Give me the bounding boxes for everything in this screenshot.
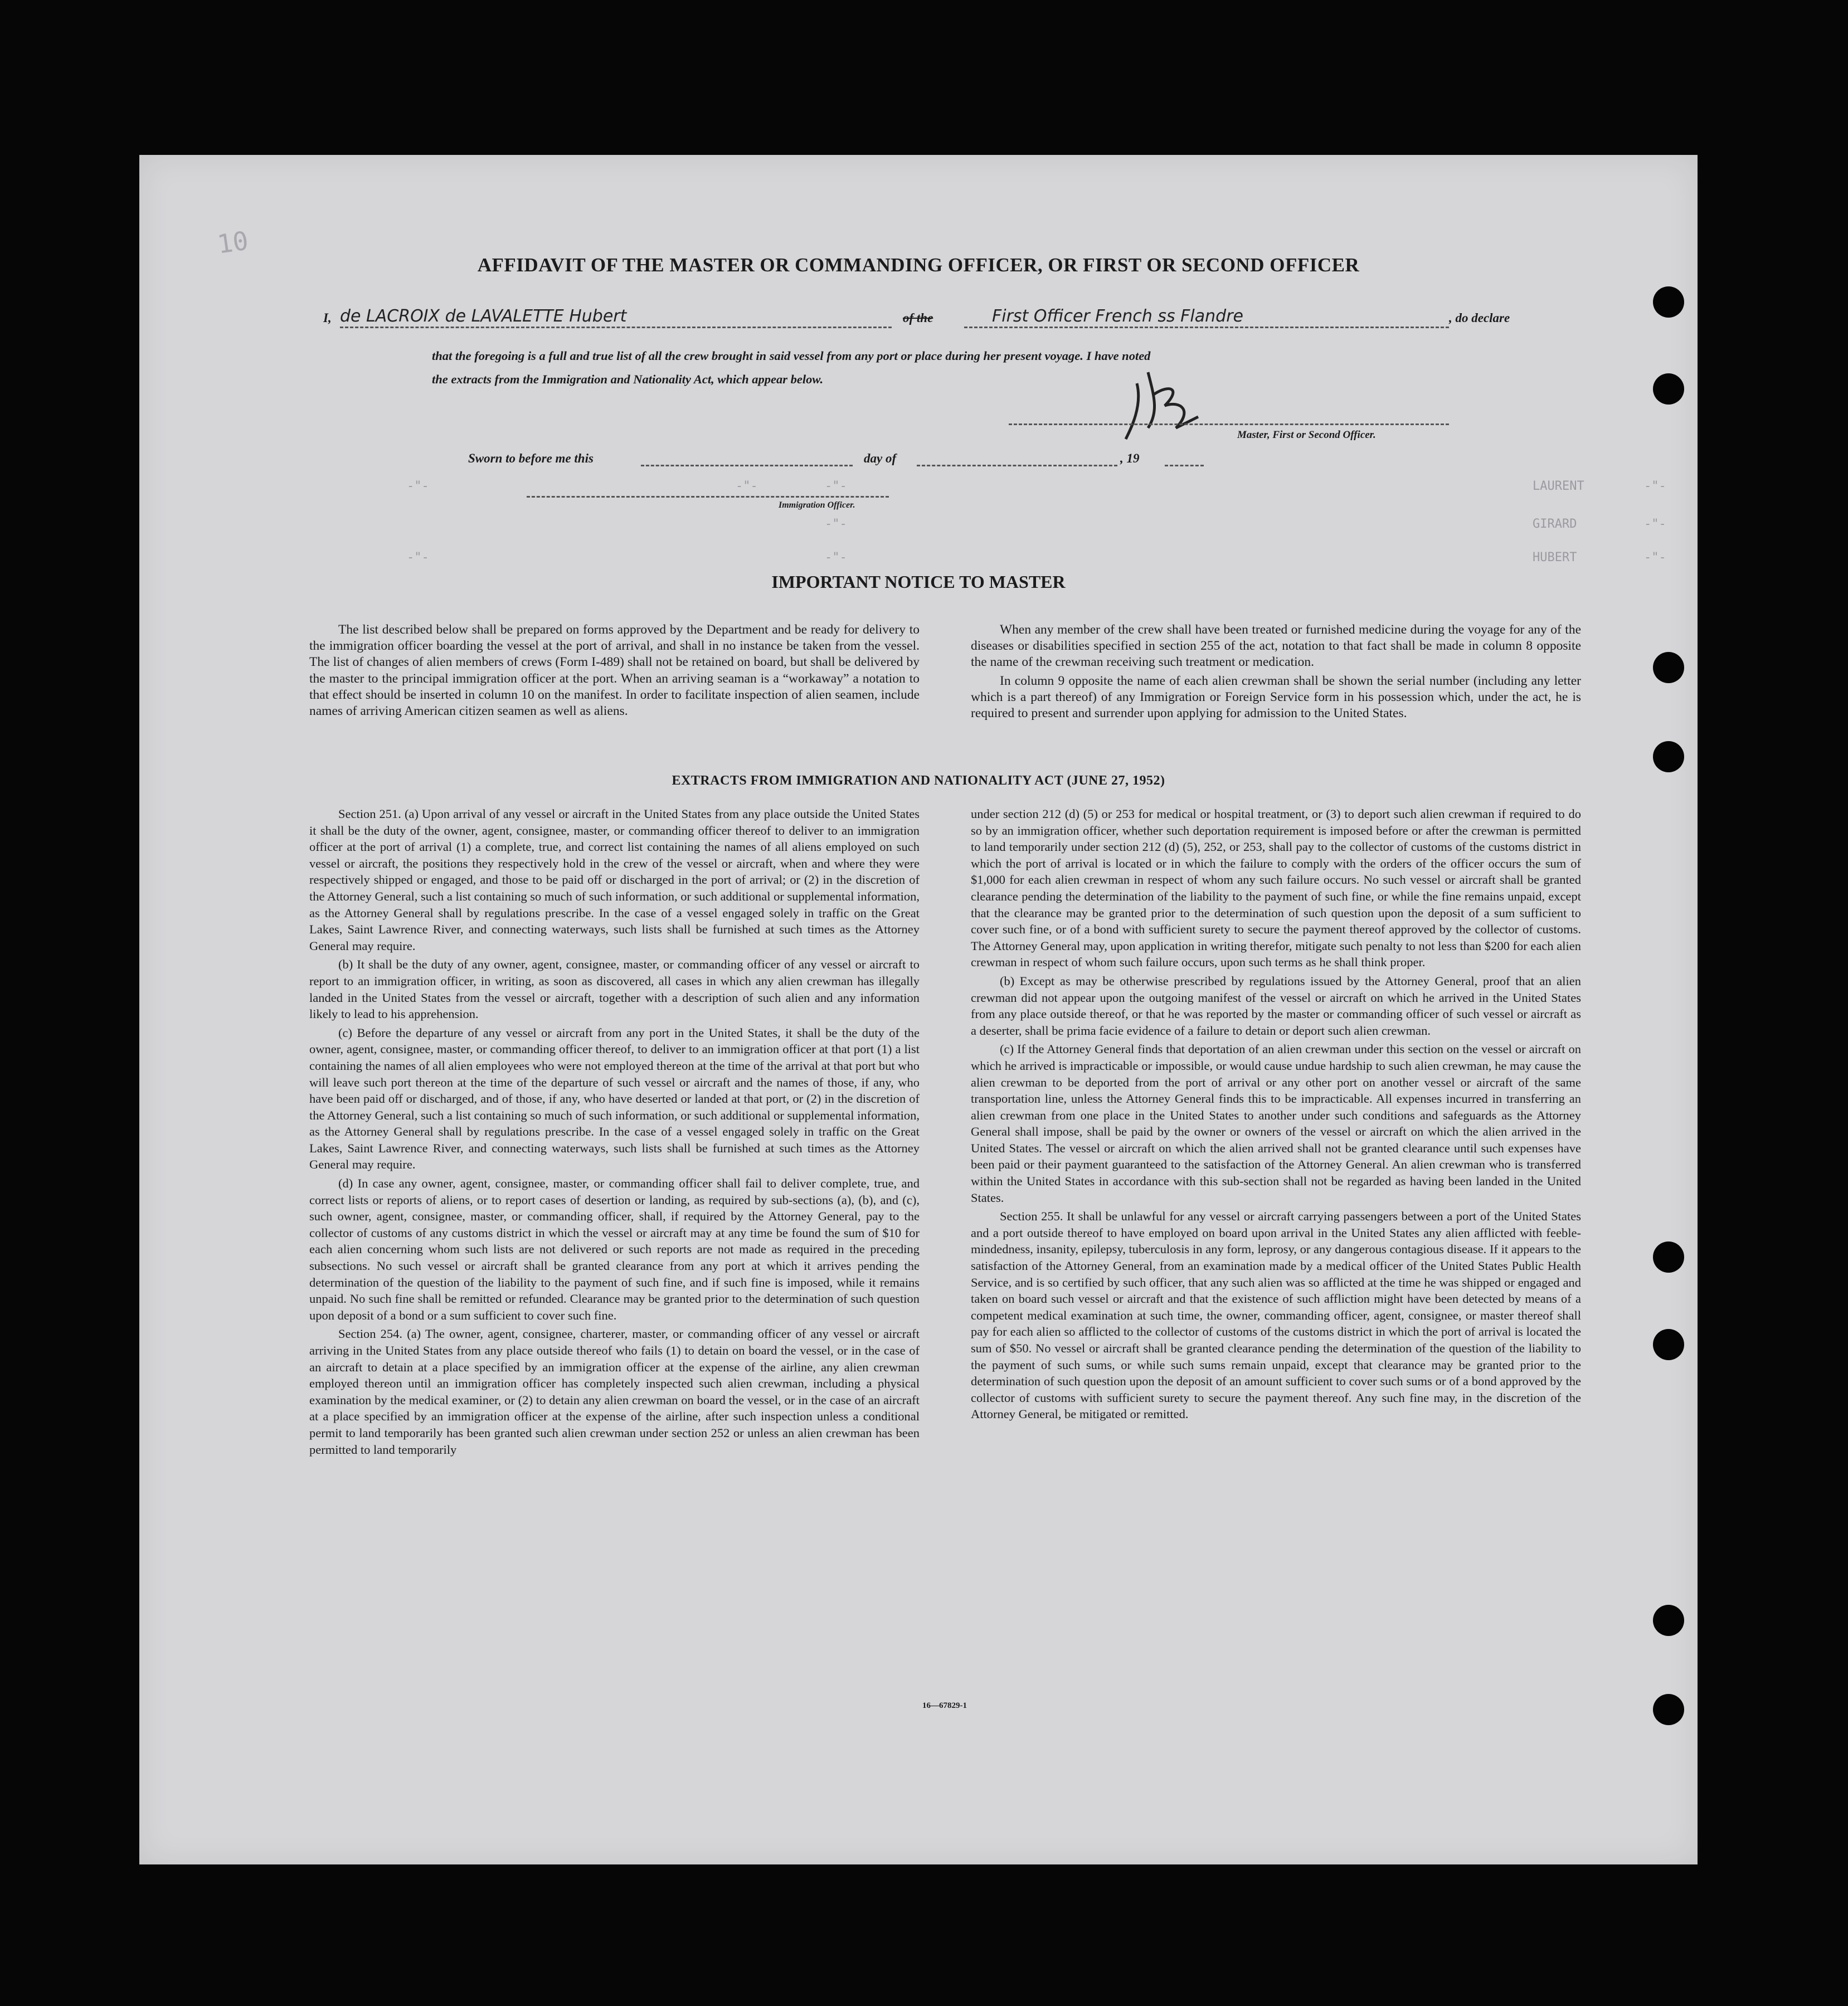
notice-left-paragraph: The list described below shall be prepared on forms approved by the Department and be ready for delivery to the immigration officer boarding the vessel at the port of arrival, and shall in no instance be taken from the vessel. The list of changes of alien members of crews (Form I-489) shall not be retained on board, but shall be delivered by the master to the principal immigration officer at the port. When an arriving seaman is a “workaway” a notation to that effect should be inserted in column 10 on the manifest. In order to facilitate inspection of alien seamen, include names of arriving American citizen seamen as well as aliens.	[309, 622, 920, 719]
corner-page-number: 10	[215, 225, 250, 260]
punch-hole	[1653, 1694, 1684, 1725]
punch-hole	[1653, 1241, 1684, 1273]
extracts-left-column	[309, 806, 920, 1460]
do-declare-text: , do declare	[1449, 311, 1510, 325]
section-251a: Section 251. (a) Upon arrival of any vessel or aircraft in the United States from any place outside the United States it shall be the duty of the owner, agent, consignee, master, or commanding officer thereof to deliver to an immigration officer at the port of arrival (1) a complete, true, and correct list containing the names of all aliens employed on such vessel or aircraft, the positions they respectively hold in the crew of the vessel or aircraft, when and where they were respectively shipped or engaged, and those to be paid off or discharged in the port of arrival; or (2) in the discretion of the Attorney General, such a list containing so much of such information, or such additional or supplemental information, as the Attorney General shall by regulations prescribe. In the case of a vessel engaged solely in traffic on the Great Lakes, Saint Lawrence River, and connecting waterways, such lists shall be furnished at such times as the Attorney General may require.	[309, 807, 920, 953]
notice-right-column	[971, 622, 1581, 724]
document-page	[139, 155, 1698, 1864]
bleed-through-marks: -"- -"- -"- -"- -"- -"- -"- -"- -"- LAURENT GIRARD HUBERT	[407, 479, 1666, 564]
declaration-line-3: the extracts from the Immigration and Nationality Act, which appear below.	[432, 372, 824, 386]
notice-right-paragraph-2: In column 9 opposite the name of each alien crewman shall be shown the serial number (including any letter which is a part thereof) of any Immigration or Foreign Service form in his possession which, under the act, he is required to present and surrender upon applying for admission to the United States.	[971, 673, 1581, 721]
immigration-officer-caption: Immigration Officer.	[779, 500, 855, 510]
declaration-line-2: that the foregoing is a full and true list of all the crew brought in said vessel from any port or place during her present voyage. I have noted	[432, 349, 1151, 363]
punch-hole	[1653, 652, 1684, 683]
section-251c: (c) Before the departure of any vessel or aircraft from any port in the United States, it shall be the duty of the owner, agent, consignee, master, or commanding officer thereof, to deliver to an immigration officer at that port (1) a list containing the names of all alien employees who were not employed thereon at the time of the arrival at that port but who will leave such port thereon at the time of the departure of such vessel or aircraft and the names of those, if any, who have been paid off or discharged, and of those, if any, who have deserted or landed at that port, or (2) in the discretion of the Attorney General, such a list containing so much of such information, or such additional or supplemental information, as the Attorney General shall by regulations prescribe. In the case of a vessel engaged solely in traffic on the Great Lakes, Saint Lawrence River, and connecting waterways, such lists shall be furnished at such times as the Attorney General may require.	[309, 1025, 920, 1172]
declaration-of-the: of the	[903, 311, 933, 325]
declaration-prefix: I,	[323, 311, 332, 325]
section-251d: (d) In case any owner, agent, consignee, master, or commanding officer shall fail to deliver complete, true, and correct lists or reports of aliens, or to report cases of desertion or landing, as required by sub-sections (a), (b), and (c), such owner, agent, consignee, master, or commanding officer, shall, if required by the Attorney General, pay to the collector of customs of any customs district in which the vessel or aircraft may at any time be found the sum of $10 for each alien concerning whom such lists are not delivered or such reports are not made as required in the preceding subsections. No such vessel or aircraft shall be granted clearance from any port at which it arrives pending the determination of the question of the liability to the payment of such fine, and if such fine is imposed, while it remains unpaid. No such fine shall be remitted or refunded. Clearance may be granted prior to the determination of such question upon deposit of a bond or a sum sufficient to cover such fine.	[309, 1176, 920, 1322]
punch-hole	[1653, 741, 1684, 772]
punch-hole	[1653, 373, 1684, 405]
punch-hole	[1653, 286, 1684, 318]
section-254c: (c) If the Attorney General finds that deportation of an alien crewman under this section on the vessel or aircraft on which he arrived is impracticable or impossible, or would cause undue hardship to such alien crewman, he may cause the alien crewman to be deported from the port of arrival or any other port on another vessel or aircraft of the same transportation line, unless the Attorney General finds this to be impracticable. All expenses incurred in transferring an alien crewman from one place in the United States to another under such conditions and safeguards as the Attorney General shall impose, shall be paid by the owner or owners of the vessel or aircraft on which the alien arrived in the United States. The vessel or aircraft on which the alien arrived shall not be granted clearance until such expenses have been paid or their payment guaranteed to the satisfaction of the Attorney General. An alien crewman who is transferred within the United States in accordance with this sub-section shall not be regarded as having been landed in the United States.	[971, 1042, 1581, 1205]
signature-caption: Master, First or Second Officer.	[1237, 429, 1376, 441]
declarant-name: de LACROIX de LAVALETTE Hubert	[340, 306, 627, 326]
extracts-title: EXTRACTS FROM IMMIGRATION AND NATIONALITY ACT (JUNE 27, 1952)	[672, 773, 1165, 788]
notice-right-paragraph-1: When any member of the crew shall have been treated or furnished medicine during the voyage for any of the diseases or disabilities specified in section 255 of the act, notation to that fact shall be made in column 8 opposite the name of the crewman receiving such treatment or medication.	[971, 622, 1581, 670]
section-251b: (b) It shall be the duty of any owner, agent, consignee, master, or commanding officer of any vessel or aircraft to report to an immigration officer, in writing, as soon as discovered, all cases in which any alien crewman has illegally landed in the United States from the vessel or aircraft, together with a description of such alien and any information likely to lead to his apprehension.	[309, 957, 920, 1021]
form-code: 16—67829-1	[922, 1701, 967, 1710]
section-255: Section 255. It shall be unlawful for any vessel or aircraft carrying passengers between a port of the United States and a port outside thereof to have employed on board upon arrival in the United States any alien afflicted with feeble-mindedness, insanity, epilepsy, tuberculosis in any form, leprosy, or any dangerous contagious disease. If it appears to the satisfaction of the Attorney General, from an examination made by a medical officer of the United States Public Health Service, and is so certified by such officer, that any such alien was so afflicted at the time he was shipped or engaged and taken on board such vessel or aircraft and that the existence of such affliction might have been detected by means of a competent medical examination at such time, the owner, commanding officer, agent, consignee, or master thereof shall pay for each alien so afflicted to the collector of customs of the customs district in which the port of arrival is located the sum of $50. No vessel or aircraft shall be granted clearance pending the determination of the question of the liability to the payment of such sums, or while such sums remain unpaid, except that clearance may be granted prior to the determination of such question upon the deposit of an amount sufficient to cover such sums or of a bond approved by the collector of customs with sufficient surety to secure the payment thereof. Any such fine may, in the discretion of the Attorney General, be mitigated or remitted.	[971, 1209, 1581, 1421]
extracts-right-column	[971, 806, 1581, 1425]
section-254b: (b) Except as may be otherwise prescribed by regulations issued by the Attorney General, proof that an alien crewman did not appear upon the outgoing manifest of the vessel or aircraft on which he arrived in the United States from any place outside thereof, or that he was reported by the master or commanding officer of such vessel or aircraft as a deserter, shall be prima facie evidence of a failure to detain or deport such alien crewman.	[971, 973, 1581, 1038]
rank-and-vessel: First Officer French ss Flandre	[992, 306, 1243, 326]
punch-hole	[1653, 1605, 1684, 1636]
affidavit-title: AFFIDAVIT OF THE MASTER OR COMMANDING OFFICER, OR FIRST OR SECOND OFFICER	[477, 254, 1360, 276]
section-254a: Section 254. (a) The owner, agent, consignee, charterer, master, or commanding officer of any vessel or aircraft arriving in the United States from any place outside thereof who fails (1) to detain on board the vessel, or in the case of an aircraft to detain at a place specified by an immigration officer at the expense of the airline, any alien crewman employed thereon until an immigration officer has completely inspected such alien crewman, including a physical examination by the medical examiner, or (2) to detain any alien crewman on board the vessel, or in the case of an aircraft at a place specified by an immigration officer at the expense of the airline, after such inspection unless a conditional permit to land temporarily has been granted such alien crewman under section 252 or unless an alien crewman has been permitted to land temporarily	[309, 1327, 920, 1457]
section-254a-continued: under section 212 (d) (5) or 253 for medical or hospital treatment, or (3) to deport such alien crewman if required to do so by an immigration officer, whether such deportation requirement is imposed before or after the crewman is permitted to land temporarily under section 212 (d) (5), 252, or 253, shall pay to the collector of customs of the customs district in which the port of arrival is located or in which the failure to comply with the orders of the officer occurs the sum of $1,000 for each alien crewman in respect of whom any such failure occurs. No such vessel or aircraft shall be granted clearance pending the determination of the liability to the payment of such fine, or while the fine remains unpaid, except that the clearance may be granted prior to the determination of such question upon the deposit of a sum sufficient to cover such fine, or of a bond with sufficient surety to secure the payment thereof approved by the collector of customs. The Attorney General may, upon application in writing therefor, mitigate such penalty to not less than $200 for each alien crewman in respect of whom such failure occurs, upon such terms as he shall think proper.	[971, 807, 1581, 970]
day-of-label: day of	[864, 451, 897, 465]
notice-left-column	[309, 622, 920, 722]
sworn-label: Sworn to before me this	[468, 451, 594, 465]
year-label: , 19	[1120, 451, 1140, 465]
punch-hole	[1653, 1329, 1684, 1360]
notice-title: IMPORTANT NOTICE TO MASTER	[771, 572, 1066, 592]
